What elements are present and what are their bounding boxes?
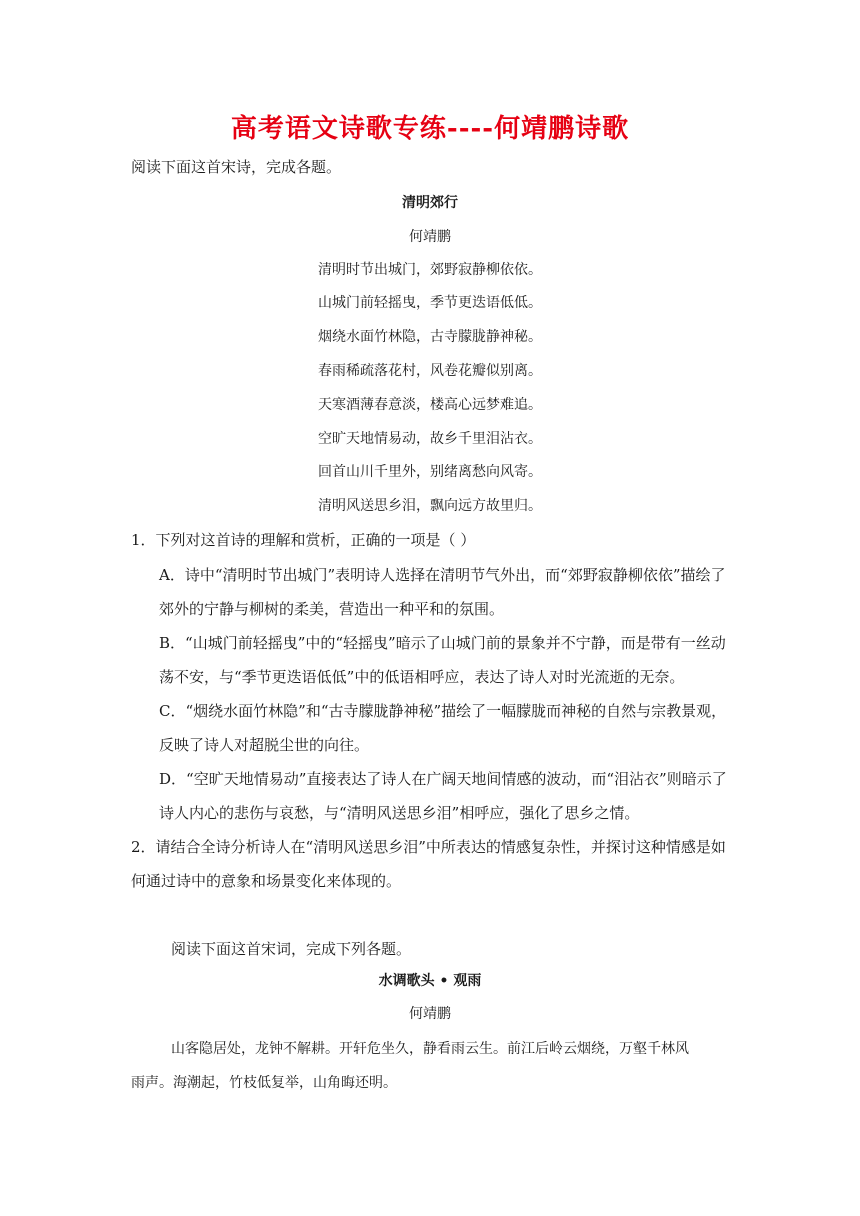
question1-option-d-cont: 诗人内心的悲伤与哀愁，与“清明风送思乡泪”相呼应，强化了思乡之情。 <box>159 804 640 822</box>
poem1-line: 烟绕水面竹林隐，古寺朦胧静神秘。 <box>318 329 542 345</box>
question1-option-b: B．“山城门前轻摇曳”中的“轻摇曳”暗示了山城门前的景象并不宁静，而是带有一丝动 <box>159 634 726 652</box>
question1-option-c: C．“烟绕水面竹林隐”和“古寺朦胧静神秘”描绘了一幅朦胧而神秘的自然与宗教景观， <box>159 702 727 720</box>
poem2-title: 水调歌头 • 观雨 <box>378 973 482 989</box>
question1-option-d: D．“空旷天地情易动”直接表达了诗人在广阔天地间情感的波动，而“泪沾衣”则暗示了 <box>159 770 727 788</box>
question2-stem: 2．请结合全诗分析诗人在“清明风送思乡泪”中所表达的情感复杂性，并探讨这种情感是如 <box>131 838 726 856</box>
poem1-line: 天寒酒薄春意淡，楼高心远梦难追。 <box>318 397 542 413</box>
poem1-line: 清明时节出城门，郊野寂静柳依依。 <box>318 262 542 278</box>
question1-option-c-cont: 反映了诗人对超脱尘世的向往。 <box>159 736 370 754</box>
document-title: 高考语文诗歌专练----何靖鹏诗歌 <box>230 114 630 144</box>
poem2-body: 山客隐居处，龙钟不解耕。开轩危坐久，静看雨云生。前江后岭云烟绕，万壑千林风 <box>171 1041 689 1057</box>
poem1-line: 春雨稀疏落花村，风卷花瓣似别离。 <box>318 363 542 379</box>
poem1-line: 空旷天地情易动，故乡千里泪沾衣。 <box>318 431 542 447</box>
section2-intro: 阅读下面这首宋词，完成下列各题。 <box>171 940 412 958</box>
poem1-author: 何靖鹏 <box>409 229 451 245</box>
poem2-body-cont: 雨声。海潮起，竹枝低复举，山角晦还明。 <box>131 1075 397 1091</box>
poem1-line: 清明风送思乡泪，飘向远方故里归。 <box>318 498 542 514</box>
question1-option-b-cont: 荡不安，与“季节更迭语低低”中的低语相呼应，表达了诗人对时光流逝的无奈。 <box>159 668 685 686</box>
question2-stem-cont: 何通过诗中的意象和场景变化来体现的。 <box>131 872 402 890</box>
question1-stem: 1．下列对这首诗的理解和赏析，正确的一项是（ ） <box>131 531 476 549</box>
poem1-title: 清明郊行 <box>402 195 458 211</box>
poem1-line: 回首山川千里外，别绪离愁向风寄。 <box>318 464 542 480</box>
question1-option-a: A．诗中“清明时节出城门”表明诗人选择在清明节气外出，而“郊野寂静柳依依”描绘了 <box>159 566 726 584</box>
poem2-author: 何靖鹏 <box>409 1006 451 1022</box>
poem1-line: 山城门前轻摇曳，季节更迭语低低。 <box>318 295 542 311</box>
question1-option-a-cont: 郊外的宁静与柳树的柔美，营造出一种平和的氛围。 <box>159 600 505 618</box>
section1-intro: 阅读下面这首宋诗，完成各题。 <box>131 158 342 176</box>
